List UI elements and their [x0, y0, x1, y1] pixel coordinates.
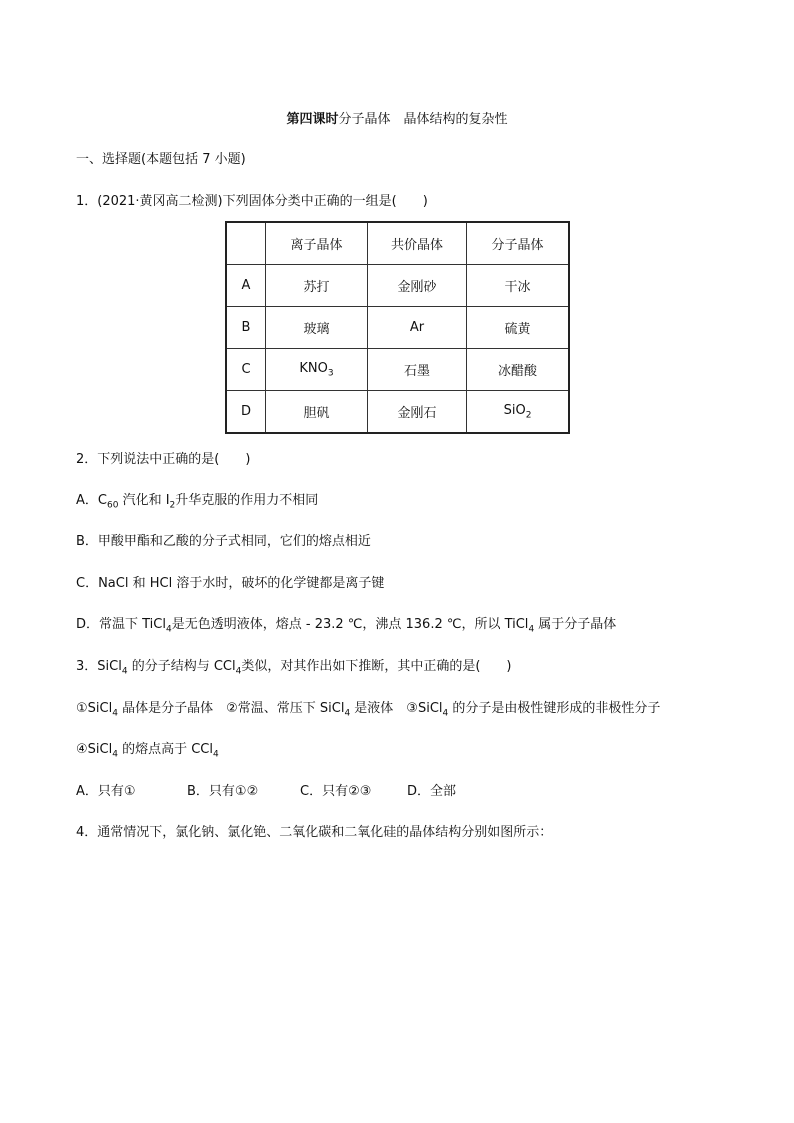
q3-statements-line1 [76, 700, 660, 723]
q2-option-b: B．甲酸甲酯和乙酸的分子式相同，它们的熔点相近 [76, 534, 371, 549]
cell-covalent: 石墨 [368, 349, 467, 391]
table-row [226, 307, 569, 349]
text: 是无色透明液体，熔点 - 23.2 ℃，沸点 136.2 ℃，所以 TiCl [171, 617, 529, 632]
row-label: D [226, 391, 266, 434]
text: 的分子是由极性键形成的非极性分子 [448, 701, 661, 716]
subscript: 60 [106, 500, 119, 511]
q3-option-d: D．全部 [407, 784, 457, 799]
text: D．常温下 TiCl [76, 617, 166, 632]
text: A．C [76, 493, 107, 508]
cell-molecular: 冰醋酸 [467, 349, 570, 391]
subscript: 2 [169, 500, 176, 511]
title-lesson: 第四课时 [286, 112, 339, 127]
cell-ionic: 胆矾 [266, 391, 368, 434]
row-label: B [226, 307, 266, 349]
formula-subscript: 2 [525, 410, 532, 421]
header-covalent: 共价晶体 [368, 222, 467, 265]
q3-statements-line2 [76, 741, 219, 764]
text: 是液体 ③SiCl [350, 701, 443, 716]
table-row [226, 265, 569, 307]
subscript: 4 [442, 708, 449, 719]
subscript: 4 [528, 624, 535, 635]
q2-option-a [76, 492, 318, 515]
page-title [0, 108, 794, 127]
cell-covalent: Ar [368, 307, 467, 349]
subscript: 4 [344, 708, 351, 719]
q4-stem: 4．通常情况下，氯化钠、氯化铯、二氧化碳和二氧化硅的晶体结构分别如图所示： [76, 825, 553, 840]
text: 3．SiCl [76, 659, 122, 674]
q2-stem: 2．下列说法中正确的是( ) [76, 452, 251, 467]
q3-option-c: C．只有②③ [300, 784, 372, 799]
q1-classification-table [225, 221, 570, 434]
subscript: 4 [112, 708, 118, 719]
text: 的分子结构与 CCl [127, 659, 236, 674]
formula-main: KNO [299, 360, 328, 376]
subscript: 4 [212, 749, 219, 760]
section-heading: 一、选择题(本题包括 7 小题) [76, 152, 246, 167]
title-topic: 分子晶体 晶体结构的复杂性 [338, 112, 508, 127]
cell-ionic: 玻璃 [266, 307, 368, 349]
subscript: 4 [166, 624, 172, 635]
text: ①SiCl [76, 701, 113, 716]
header-molecular: 分子晶体 [467, 222, 570, 265]
subscript: 4 [121, 666, 128, 677]
subscript: 4 [112, 749, 118, 760]
cell-molecular [467, 391, 570, 434]
header-blank [226, 222, 266, 265]
text: 类似，对其作出如下推断，其中正确的是( ) [241, 659, 512, 674]
row-label: C [226, 349, 266, 391]
cell-covalent: 金刚砂 [368, 265, 467, 307]
cell-ionic [266, 349, 368, 391]
q3-options [76, 783, 456, 801]
row-label: A [226, 265, 266, 307]
cell-molecular: 硫黄 [467, 307, 570, 349]
q2-option-c: C．NaCl 和 HCl 溶于水时，破坏的化学键都是离子键 [76, 576, 385, 591]
q3-option-b: B．只有①② [187, 784, 259, 799]
q1-stem: 1．(2021·黄冈高二检测)下列固体分类中正确的一组是( ) [76, 194, 428, 209]
cell-covalent: 金刚石 [368, 391, 467, 434]
q3-option-a: A．只有① [76, 784, 136, 799]
subscript: 4 [235, 666, 242, 677]
text: 汽化和 I [118, 493, 170, 508]
text: 晶体是分子晶体 ②常温、常压下 SiCl [117, 701, 345, 716]
table-header-row [226, 222, 569, 265]
table-row [226, 349, 569, 391]
q3-stem [76, 658, 511, 681]
text: ④SiCl [76, 742, 113, 757]
cell-ionic: 苏打 [266, 265, 368, 307]
cell-molecular: 干冰 [467, 265, 570, 307]
text: 升华克服的作用力不相同 [175, 493, 319, 508]
text: 的熔点高于 CCl [117, 742, 213, 757]
q2-option-d [76, 616, 616, 639]
header-ionic: 离子晶体 [266, 222, 368, 265]
formula-main: SiO [503, 402, 526, 418]
formula-subscript: 3 [327, 368, 334, 379]
text: 属于分子晶体 [534, 617, 617, 632]
table-row [226, 391, 569, 434]
